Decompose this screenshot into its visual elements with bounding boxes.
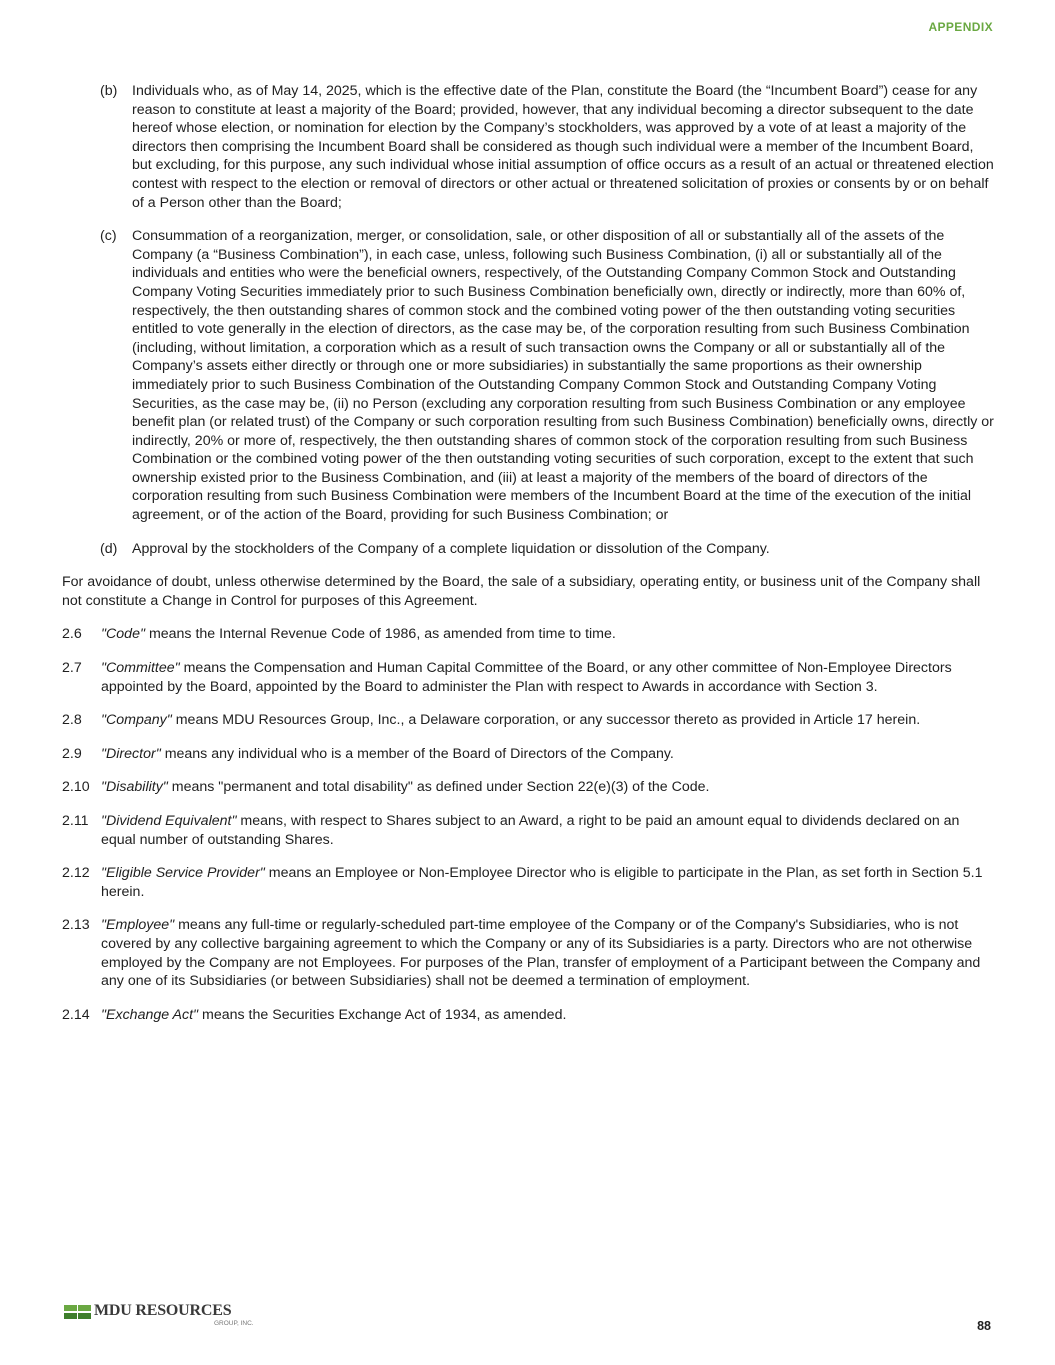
defined-term: "Committee" xyxy=(101,660,180,677)
logo-wordmark: MDU RESOURCES xyxy=(94,1302,232,1319)
defined-term: "Eligible Service Provider" xyxy=(101,865,265,882)
definition-body: means the Internal Revenue Code of 1986, as amended from time to time. xyxy=(145,626,616,643)
section-number: 2.6 xyxy=(62,626,82,643)
definition-body: means the Securities Exchange Act of 1934, as amended. xyxy=(198,1006,567,1023)
definition-text xyxy=(101,1006,996,1025)
definition-exchange-act xyxy=(62,1006,996,1025)
section-number: 2.12 xyxy=(62,865,90,882)
definition-committee xyxy=(62,659,996,696)
definition-director xyxy=(62,745,996,764)
clause-b xyxy=(100,82,996,212)
section-number: 2.10 xyxy=(62,779,90,796)
avoidance-paragraph: For avoidance of doubt, unless otherwise determined by the Board, the sale of a subsidiary, operating entity, or business unit of the Company shall not constitute a Change in Control for purposes of this Agreement. xyxy=(62,574,981,609)
defined-term: "Disability" xyxy=(101,779,168,796)
appendix-header: APPENDIX xyxy=(928,20,993,34)
defined-term: "Code" xyxy=(101,626,145,643)
definition-body: means MDU Resources Group, Inc., a Delaware corporation, or any successor thereto as provided in Article 17 herein. xyxy=(171,712,921,729)
section-number: 2.7 xyxy=(62,660,82,677)
definition-text xyxy=(101,659,996,696)
definition-text xyxy=(101,745,996,764)
section-number: 2.13 xyxy=(62,917,90,934)
clause-label: (b) xyxy=(100,83,118,99)
definition-eligible-service-provider xyxy=(62,864,996,901)
definition-body: means "permanent and total disability" as defined under Section 22(e)(3) of the Code. xyxy=(167,779,710,796)
defined-term: "Dividend Equivalent" xyxy=(101,813,237,829)
definition-text xyxy=(101,625,996,644)
definition-code xyxy=(62,625,996,644)
clause-c xyxy=(100,227,996,525)
defined-term: "Company" xyxy=(101,712,172,729)
section-number: 2.8 xyxy=(62,712,82,729)
definition-body: means any individual who is a member of the Board of Directors of the Company. xyxy=(160,745,674,762)
definition-company xyxy=(62,711,996,730)
definition-body: means an Employee or Non-Employee Director who is eligible to participate in the Plan, as set forth in Section 5.1 herein. xyxy=(101,865,983,900)
definition-text xyxy=(101,711,996,730)
clause-label: (c) xyxy=(100,228,117,245)
definition-disability xyxy=(62,778,996,797)
logo-bars-icon xyxy=(64,1305,92,1320)
definition-body: means, with respect to Shares subject to an Award, a right to be paid an amount equal to dividends declared on an equal number of outstanding Shares. xyxy=(101,813,960,848)
defined-term: "Exchange Act" xyxy=(101,1006,199,1023)
document-body xyxy=(62,82,996,1039)
definition-body: means the Compensation and Human Capital Committee of the Board, or any other committee of Non-Employee Directors appointed by the Board, appointed by the Board to administer the Plan with respect to Awards in accordance with Section 3. xyxy=(101,660,952,695)
definition-text xyxy=(101,864,996,901)
definition-text xyxy=(101,778,996,797)
clause-text: Consummation of a reorganization, merger, or consolidation, sale, or other disposition of all or substantially all of the assets of the Company (a “Business Combination”), in each case, unless, following such Business Combination, (i) all or substantially all of the individuals and entities who were the beneficial owners, respectively, of the Outstanding Company Common Stock and Outstanding Company Voting Securities immediately prior to such Business Combination beneficially own, directly or indirectly, more than 60% of, respectively, the then outstanding shares of common stock and the combined voting power of the then outstanding voting securities entitled to vote generally in the election of directors, as the case may be, of the corporation resulting from such Business Combination (including, without limitation, a corporation which as a result of such transaction owns the Company or all or substantially all of the Company’s assets either directly or through one or more subsidiaries) in substantially the same proportions as their ownership immediately prior to such Business Combination of the Outstanding Company Common Stock and Outstanding Company Voting Securities, as the case may be, (ii) no Person (excluding any corporation resulting from such Business Combination or any employee benefit plan (or related trust) of the Company or such corporation resulting from such Business Combination) beneficially owns, directly or indirectly, 20% or more of, respectively, the then outstanding shares of common stock of the corporation resulting from such Business Combination or the combined voting power of the then outstanding voting securities of such corporation, except to the extent that such ownership existed prior to the Business Combination, and (iii) at least a majority of the members of the board of directors of the corporation resulting from such Business Combination were members of the Incumbent Board at the time of the execution of the initial agreement, or of the action of the Board, providing for such Business Combination; or xyxy=(132,228,994,524)
page-number: 88 xyxy=(977,1319,991,1333)
defined-term: "Director" xyxy=(101,745,161,762)
clause-d xyxy=(100,540,996,559)
section-number: 2.11 xyxy=(62,813,89,829)
section-number: 2.9 xyxy=(62,745,82,762)
clause-label: (d) xyxy=(100,540,118,557)
definition-body: means any full-time or regularly-scheduled part-time employee of the Company or of the Company's Subsidiaries, who is not covered by any collective bargaining agreement to which the Company or any of its Subsidiaries is a party. Directors who are not otherwise employed by the Company are not Employees. For purposes of the Plan, transfer of employment of a Participant between the Company and any one of its Subsidiaries (or between Subsidiaries) shall not be deemed a termination of employment. xyxy=(101,917,981,990)
definition-text xyxy=(101,916,996,990)
definition-text xyxy=(101,812,996,849)
section-number: 2.14 xyxy=(62,1006,90,1023)
clause-text: Individuals who, as of May 14, 2025, which is the effective date of the Plan, constitute the Board (the “Incumbent Board”) cease for any reason to constitute at least a majority of the Board; provided, however, that any individual becoming a director subsequent to the date hereof whose election, or nomination for election by the Company’s stockholders, was approved by a vote of at least a majority of the directors then comprising the Incumbent Board shall be considered as though such individual were a member of the Incumbent Board, but excluding, for this purpose, any such individual whose initial assumption of office occurs as a result of an actual or threatened election contest with respect to the election or removal of directors or other actual or threatened solicitation of proxies or consents by or on behalf of a Person other than the Board; xyxy=(132,83,994,211)
definition-employee xyxy=(62,916,996,990)
clause-text: Approval by the stockholders of the Company of a complete liquidation or dissolution of the Company. xyxy=(132,540,770,557)
logo-subtext: GROUP, INC. xyxy=(214,1320,254,1327)
defined-term: "Employee" xyxy=(101,917,175,934)
definition-dividend-equivalent xyxy=(62,812,996,849)
company-logo xyxy=(64,1302,254,1332)
